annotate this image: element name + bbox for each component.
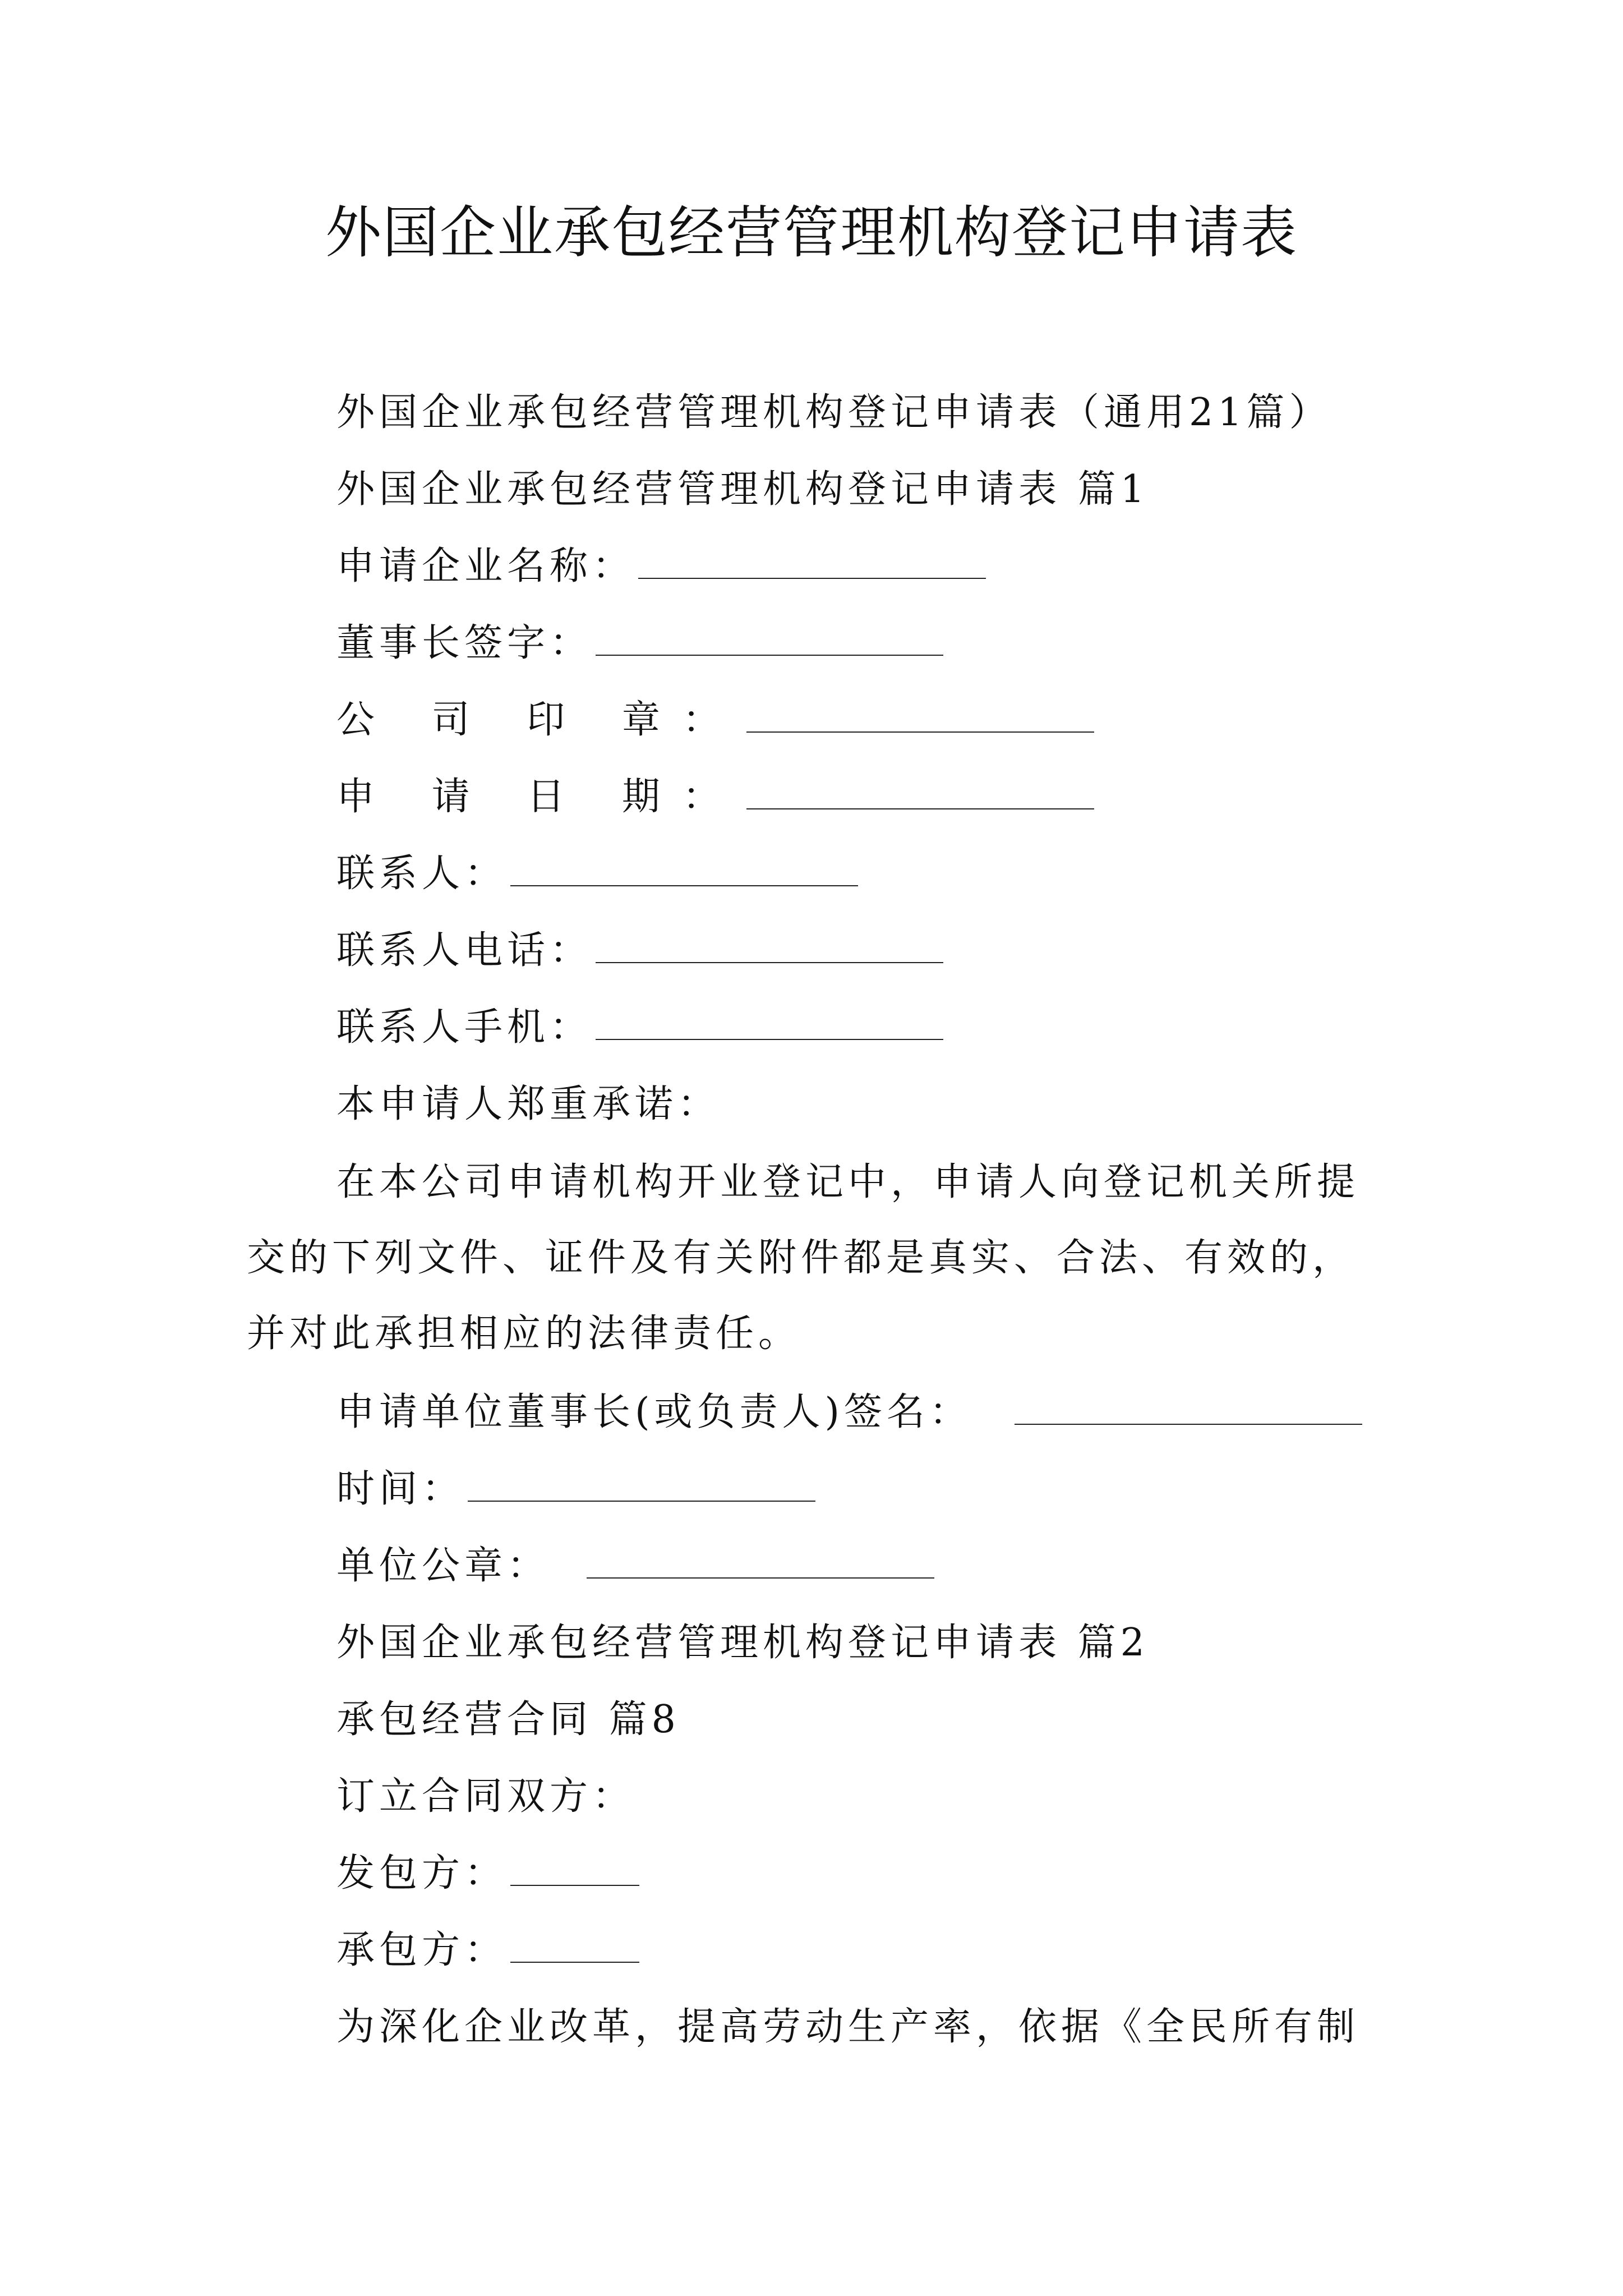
time-label: 时间： (336, 1467, 465, 1511)
contract-intro-line: 为深化企业改革，提高劳动生产率，依据《全民所有制 (336, 2005, 1360, 2049)
party-a-blank (510, 1884, 639, 1886)
party-a-row (336, 1847, 639, 1901)
unit-seal-blank (587, 1577, 934, 1579)
document-subtitle: 外国企业承包经营管理机构登记申请表（通用21篇） (336, 390, 1332, 435)
contact-phone-label: 联系人电话： (336, 928, 593, 973)
contact-person-label: 联系人： (336, 852, 508, 896)
company-name-label: 申请企业名称： (336, 544, 635, 588)
chairman-signature-blank (596, 654, 943, 656)
unit-seal-row (336, 1539, 934, 1593)
company-seal-label: 公 司 印 章： (336, 698, 743, 742)
unit-seal-label: 单位公章： (336, 1544, 550, 1588)
signature-label: 申请单位董事长(或负责人)签名： (336, 1390, 972, 1434)
contact-mobile-blank (596, 1038, 943, 1040)
chairman-signature-label: 董事长签字： (336, 621, 593, 665)
time-row (336, 1462, 815, 1516)
company-seal-blank (746, 731, 1094, 733)
company-seal-row (336, 693, 1094, 747)
party-b-label: 承包方： (336, 1928, 508, 1972)
commitment-heading: 本申请人郑重承诺： (336, 1082, 721, 1126)
signature-row (336, 1386, 1362, 1439)
contact-phone-row (336, 924, 943, 978)
party-b-row (336, 1924, 639, 1977)
contact-mobile-label: 联系人手机： (336, 1005, 593, 1050)
company-name-blank (638, 577, 986, 579)
company-name-row (336, 540, 986, 593)
contract-heading: 承包经营合同 篇8 (336, 1697, 680, 1742)
party-b-blank (510, 1961, 639, 1963)
signature-blank (1015, 1423, 1362, 1425)
application-date-blank (746, 808, 1094, 809)
contract-parties-label: 订立合同双方： (336, 1774, 635, 1819)
contact-mobile-row (336, 1001, 943, 1055)
application-date-label: 申 请 日 期： (336, 775, 743, 819)
section-heading-1: 外国企业承包经营管理机构登记申请表 篇1 (336, 467, 1149, 512)
commitment-paragraph: 在本公司申请机构开业登记中，申请人向登记机关所提交的下列文件、证件及有关附件都是真实、合法、有效的，并对此承担相应的法律责任。 (247, 1160, 1360, 1356)
party-a-label: 发包方： (336, 1851, 508, 1895)
contact-person-row (336, 847, 858, 901)
time-blank (468, 1500, 815, 1502)
contact-person-blank (510, 885, 858, 886)
chairman-signature-row (336, 616, 943, 670)
section-heading-2: 外国企业承包经营管理机构登记申请表 篇2 (336, 1621, 1149, 1665)
application-date-row (336, 770, 1094, 824)
contact-phone-blank (596, 961, 943, 963)
page-title: 外国企业承包经营管理机构登记申请表 (325, 200, 1298, 265)
